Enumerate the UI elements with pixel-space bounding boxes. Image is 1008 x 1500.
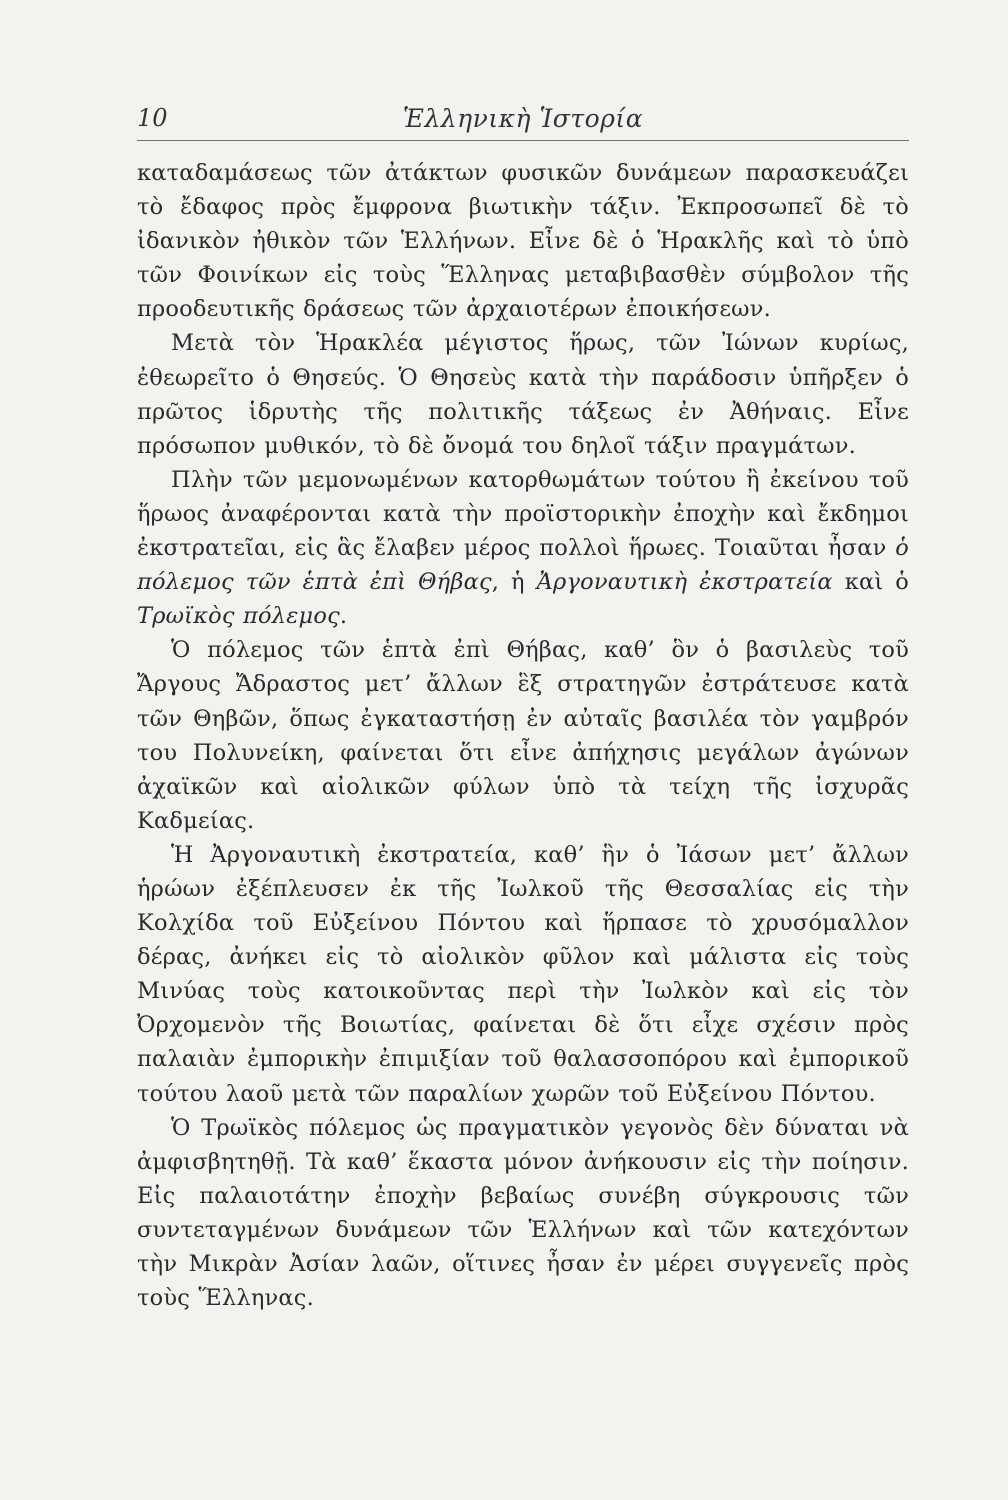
paragraph: καταδαμάσεως τῶν ἀτάκτων φυσικῶν δυνάμεων παρασκευάζει τὸ ἔδαφος πρὸς ἔμφρονα βιωτικὴν τάξιν. Ἐκπροσωπεῖ δὲ τὸ ἰδανικὸν ἠθικὸν τῶν Ἑλλήνων. Εἶνε δὲ ὁ Ἡρακλῆς καὶ τὸ ὑπὸ τῶν Φοινίκων εἰς τοὺς Ἕλληνας μεταβιβασθὲν σύμβολον τῆς προοδευτικῆς δράσεως τῶν ἀρχαιοτέρων ἐποικήσεων. bbox=[137, 160, 909, 323]
emphasized-term: Ἀργοναυτικὴ ἐκστρατεία bbox=[536, 569, 833, 596]
paragraph: Μετὰ τὸν Ἡρακλέα μέγιστος ἥρως, τῶν Ἰώνων κυρίως, ἐθεωρεῖτο ὁ Θησεύς. Ὁ Θησεὺς κατὰ τὴν παράδοσιν ὑπῆρξεν ὁ πρῶτος ἱδρυτὴς τῆς πολιτικῆς τάξεως ἐν Ἀθήναις. Εἶνε πρόσωπον μυθικόν, τὸ δὲ ὄνομά του δηλοῖ τάξιν πραγμάτων. bbox=[137, 330, 909, 459]
running-title: Ἑλληνικὴ Ἱστορία bbox=[402, 104, 644, 133]
page-number: 10 bbox=[137, 104, 168, 132]
paragraph-text: Πλὴν τῶν μεμονωμένων κατορθωμάτων τούτου ἢ ἐκείνου τοῦ ἥρωος ἀναφέρονται κατὰ τὴν προϊστορικὴν ἐποχὴν καὶ ἔκδημοι ἐκστρατεῖαι, εἰς ἃς ἔλαβεν μέρος πολλοὶ ἥρωες. Τοιαῦται ἦσαν bbox=[137, 466, 909, 562]
page-body bbox=[137, 156, 909, 1315]
paragraph: Ὁ πόλεμος τῶν ἑπτὰ ἐπὶ Θήβας, καθ’ ὃν ὁ βασιλεὺς τοῦ Ἄργους Ἄδραστος μετ’ ἄλλων ἓξ στρατηγῶν ἐστράτευσε κατὰ τῶν Θηβῶν, ὅπως ἐγκαταστήσῃ ἐν αὐταῖς βασιλέα τὸν γαμβρόν του Πολυνείκη, φαίνεται ὅτι εἶνε ἀπήχησις μεγάλων ἀγώνων ἀχαϊκῶν καὶ αἰολικῶν φύλων ὑπὸ τὰ τείχη τῆς ἰσχυρᾶς Καδμείας. bbox=[137, 637, 909, 834]
emphasized-term: ὁ πόλεμος τῶν ἑπτὰ ἐπὶ Θήβας bbox=[137, 535, 909, 596]
paragraph: Ἡ Ἀργοναυτικὴ ἐκστρατεία, καθ’ ἣν ὁ Ἰάσων μετ’ ἄλλων ἡρώων ἐξέπλευσεν ἐκ τῆς Ἰωλκοῦ τῆς Θεσσαλίας εἰς τὴν Κολχίδα τοῦ Εὐξείνου Πόντου καὶ ἥρπασε τὸ χρυσόμαλλον δέρας, ἀνήκει εἰς τὸ αἰολικὸν φῦλον καὶ μάλιστα εἰς τοὺς Μινύας τοὺς κατοικοῦντας περὶ τὴν Ἰωλκὸν καὶ εἰς τὸν Ὀρχομενὸν τῆς Βοιωτίας, φαίνεται δὲ ὅτι εἶχε σχέσιν πρὸς παλαιὰν ἐμπορικὴν ἐπιμιξίαν τοῦ θαλασσοπόρου καὶ ἐμπορικοῦ τούτου λαοῦ μετὰ τῶν παραλίων χωρῶν τοῦ Εὐξείνου Πόντου. bbox=[137, 841, 909, 1107]
paragraph bbox=[137, 463, 909, 633]
emphasized-term: Τρωϊκὸς πόλεμος bbox=[137, 603, 340, 630]
paragraph: Ὁ Τρωϊκὸς πόλεμος ὡς πραγματικὸν γεγονὸς δὲν δύναται νὰ ἀμφισβητηθῇ. Τὰ καθ’ ἕκαστα μόνον ἀνήκουσιν εἰς τὴν ποίησιν. Εἰς παλαιοτάτην ἐποχὴν βεβαίως συνέβη σύγκρουσις τῶν συντεταγμένων δυνάμεων τῶν Ἑλλήνων καὶ τῶν κατεχόντων τὴν Μικρὰν Ἀσίαν λαῶν, οἵτινες ἦσαν ἐν μέρει συγγενεῖς πρὸς τοὺς Ἕλληνας. bbox=[137, 1114, 909, 1312]
page-header bbox=[137, 100, 909, 141]
paragraph-text: καὶ ὁ bbox=[832, 569, 910, 596]
paragraph-text: , ἡ bbox=[491, 569, 537, 596]
paragraph-text: . bbox=[339, 603, 348, 630]
